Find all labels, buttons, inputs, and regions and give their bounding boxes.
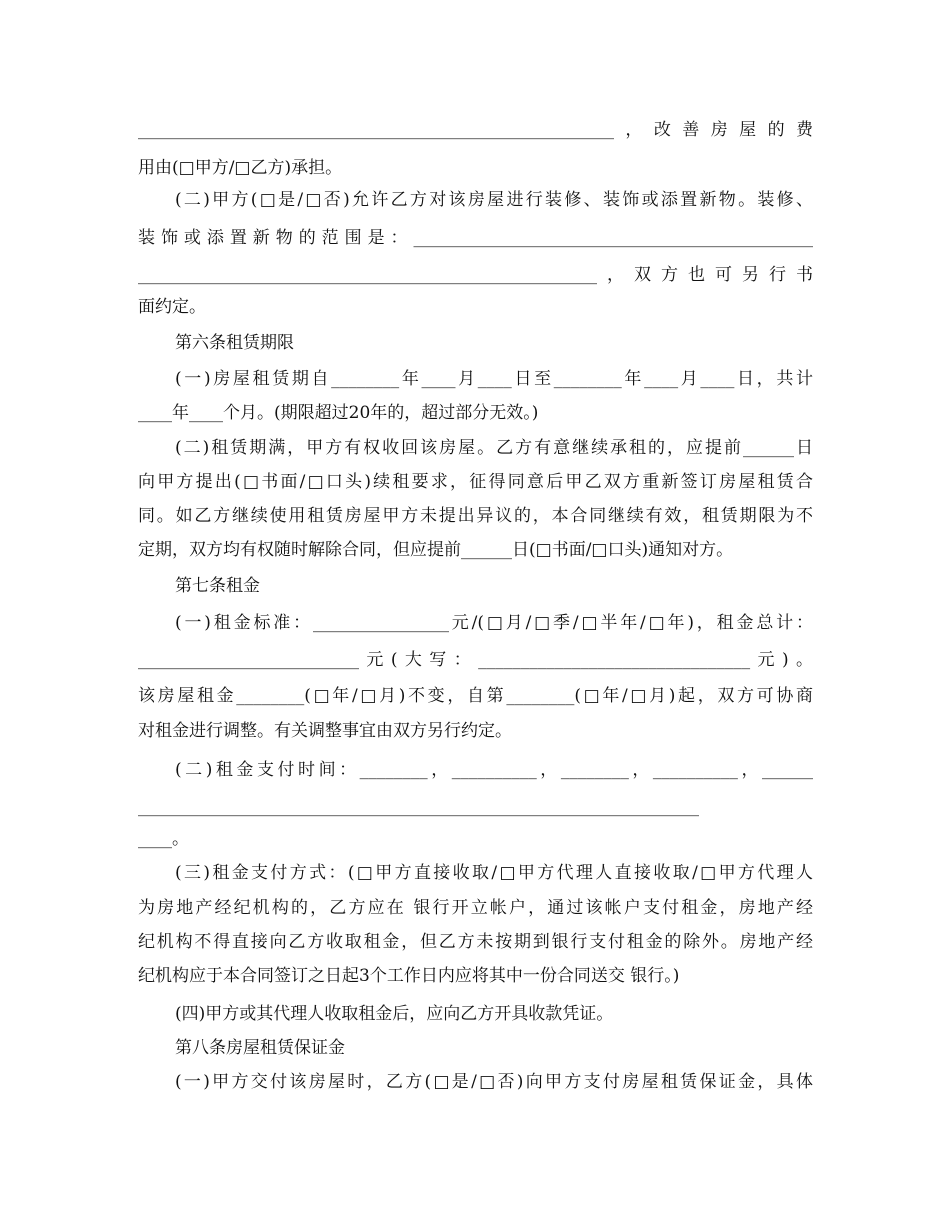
text-line-23: 为房地产经纪机构的，乙方应在 银行开立帐户，通过该帐户支付租金，房地产经 (138, 898, 813, 918)
text-line-26: (四)甲方或其代理人收取租金后，应向乙方开具收款凭证。 (175, 1004, 614, 1024)
text-line-22: (三)租金支付方式：(□甲方直接收取/□甲方代理人直接收取/□甲方代理人 (175, 863, 813, 883)
text-line-9: ____年____个月。(期限超过20年的，超过部分无效。) (138, 403, 539, 423)
text-line-6: 面约定。 (138, 297, 206, 317)
text-line-24: 纪机构不得直接向乙方收取租金，但乙方未按期到银行支付租金的除外。房地产经 (138, 932, 813, 952)
text-line-12: 同。如乙方继续使用租赁房屋甲方未提出异议的，本合同继续有效，租赁期限为不 (138, 506, 813, 526)
text-line-27: 第八条房屋租赁保证金 (175, 1038, 345, 1058)
text-line-14: 第七条租金 (175, 576, 260, 596)
text-line-5: ______________________________________________________，双方也可另行书 (138, 265, 813, 285)
text-line-1: ________________________________________________________，改善房屋的费 (138, 120, 813, 140)
text-line-4: 装饰或添置新物的范围是：_______________________________________________ (138, 228, 813, 248)
text-line-25: 纪机构应于本合同签订之日起3个工作日内应将其中一份合同送交 银行。) (138, 966, 680, 986)
text-line-28: (一)甲方交付该房屋时，乙方(□是/□否)向甲方支付房屋租赁保证金，具体 (175, 1072, 813, 1092)
text-line-17: 该房屋租金________(□年/□月)不变，自第________(□年/□月)起，双方可协商 (138, 686, 813, 706)
text-line-21: ____。 (138, 829, 189, 849)
text-line-8: (一)房屋租赁期自________年____月____日至________年____月____日，共计 (175, 369, 813, 389)
text-line-15: (一)租金标准：________________元/(□月/□季/□半年/□年)，租金总计： (175, 613, 813, 633)
text-line-13: 定期，双方均有权随时解除合同，但应提前______日(□书面/□口头)通知对方。 (138, 540, 734, 560)
text-line-10: (二)租赁期满，甲方有权收回该房屋。乙方有意继续承租的，应提前______日 (175, 438, 813, 458)
text-line-19: (二)租金支付时间：________，__________，________，__________，______ (175, 760, 813, 780)
text-line-20: __________________________________________________________________ (138, 797, 699, 817)
text-line-11: 向甲方提出(□书面/□口头)续租要求，征得同意后甲乙双方重新签订房屋租赁合 (138, 472, 813, 492)
text-line-16: __________________________元(大写：________________________________元)。 (138, 650, 813, 670)
text-line-3: (二)甲方(□是/□否)允许乙方对该房屋进行装修、装饰或添置新物。装修、 (175, 190, 813, 210)
text-line-2: 用由(□甲方/□乙方)承担。 (138, 158, 343, 178)
text-line-7: 第六条租赁期限 (175, 333, 294, 353)
text-line-18: 对租金进行调整。有关调整事宜由双方另行约定。 (138, 721, 512, 741)
